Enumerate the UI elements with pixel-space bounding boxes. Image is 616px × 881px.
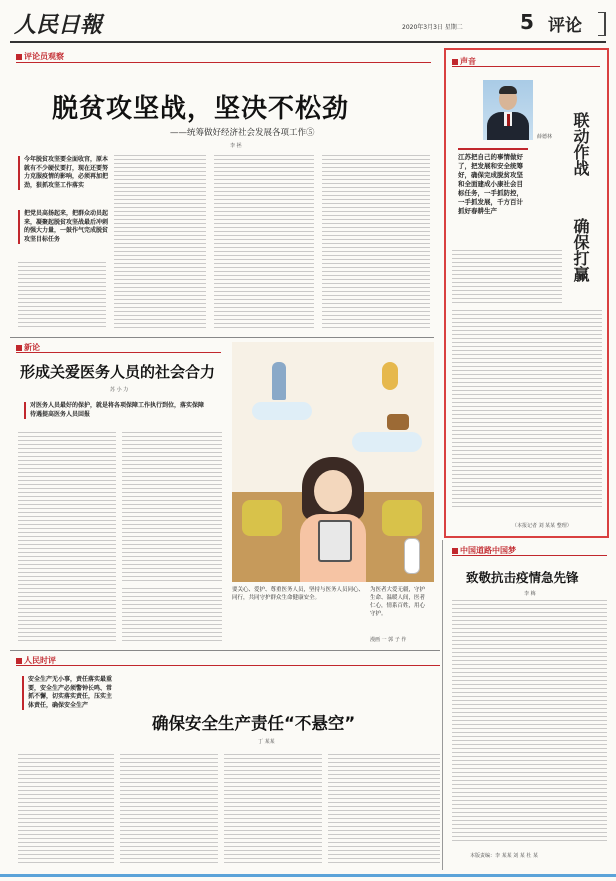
tag-people-commentary: 人民时评 <box>16 655 56 666</box>
author-portrait <box>483 80 533 140</box>
tag-new-theory: 新论 <box>16 342 40 353</box>
lower-right-body <box>452 600 607 844</box>
top-pullquote-2: 把党员高扬起来，把群众动员起来，凝聚起脱贫攻坚战最后冲刺的强大力量，一鼓作气完成脱贫攻坚目标任务 <box>18 210 112 244</box>
top-body-col-1 <box>18 262 106 330</box>
illustration-caption: 要关心、爱护、尊重医务人员，坚持与医务人员同心、同行，共同守护群众生命健康安全。 <box>232 587 365 601</box>
illustration-poem: 为医者大爱无疆，守护生命、温暖人间，医者仁心，情系百姓，用心守护。 <box>370 587 426 617</box>
cloud-left <box>252 402 312 420</box>
tag-underline <box>16 62 431 63</box>
tag-square-icon <box>452 548 458 554</box>
masthead-rule <box>10 41 606 43</box>
bottom-body-col-1 <box>18 754 114 864</box>
newspaper-logo: 人民日報 <box>14 12 103 38</box>
middle-headline: 形成关爱医务人员的社会合力 <box>20 363 216 381</box>
top-body-col-4 <box>322 155 430 330</box>
bottom-byline: 丁 某某 <box>258 739 275 745</box>
section-name: 评论 <box>548 16 582 36</box>
bottom-body-col-4 <box>328 754 440 864</box>
bottom-body-col-3 <box>224 754 322 864</box>
vase-icon <box>382 362 398 390</box>
section-bracket-icon <box>598 12 606 36</box>
cloud-right <box>352 432 422 452</box>
top-body-col-2 <box>114 155 206 330</box>
bottom-headline: 确保安全生产责任“不悬空” <box>152 714 356 733</box>
lower-right-tag-underline <box>452 555 607 556</box>
cushion-right <box>382 500 422 536</box>
middle-body-col-2 <box>122 432 222 582</box>
tag-square-icon <box>16 658 22 664</box>
sidebar-tag-underline <box>452 66 600 67</box>
bottom-tag-underline <box>16 665 440 666</box>
sidebar-footer: （本报记者 刘 某某 整理） <box>512 523 572 529</box>
woman-face <box>314 470 352 512</box>
doctor-figure <box>272 362 286 400</box>
top-subheadline: ——统筹做好经济社会发展各项工作⑤ <box>170 128 315 138</box>
divider-bottom <box>10 650 440 651</box>
sidebar-title-line-2: 确保打赢 <box>571 218 590 282</box>
masthead <box>0 0 616 44</box>
illustrator-credit: 漫画 一 郭 子 作 <box>370 637 407 643</box>
tag-commentary: 评论员观察 <box>16 51 64 62</box>
column-divider <box>442 540 443 870</box>
middle-body-col-1 <box>18 432 116 642</box>
tag-square-icon <box>16 345 22 351</box>
top-byline: 李 拯 <box>230 143 242 149</box>
middle-byline: 苏 小 力 <box>110 387 129 393</box>
lower-right-footer: 本版责编：李 某某 刘 某 杜 某 <box>470 853 538 859</box>
cushion-left <box>242 500 282 536</box>
pot-icon <box>387 414 409 430</box>
lower-right-headline: 致敬抗击疫情急先锋 <box>466 570 579 585</box>
issue-date: 2020年3月3日 星期二 <box>402 24 463 31</box>
divider-middle <box>10 337 434 338</box>
middle-pullquote: 对医务人员最好的保护，就是将各项保障工作执行到位，落实保障待遇提高医务人员回报 <box>24 402 206 419</box>
portrait-hair <box>499 86 517 94</box>
lower-right-byline: 李 梅 <box>524 591 536 597</box>
tablet-device <box>318 520 352 562</box>
bottom-body-col-2 <box>120 754 218 864</box>
sidebar-title-line-1: 联动作战 <box>571 112 590 176</box>
page-bottom-rule <box>0 874 616 877</box>
sidebar-body-upper <box>452 250 562 305</box>
bottom-pullquote: 安全生产无小事，责任落实最重要，安全生产必须警钟长鸣、常抓不懈，切实落实责任，压实主体责任，确保安全生产 <box>22 676 112 710</box>
sidebar-body-lower <box>452 310 602 510</box>
author-name: 薛德林 <box>537 134 553 140</box>
flower-vase-icon <box>404 538 420 574</box>
top-body-col-3 <box>214 155 314 330</box>
sidebar-pullquote: 江苏把自己的事情做好了，把发展和安全统筹好，确保完成脱贫攻坚和全面建成小康社会目标任务，一手抓防控，一手抓发展，千方百计抓好春耕生产 <box>458 148 528 216</box>
tag-china-road: 中国道路中国梦 <box>452 545 516 556</box>
page-number: 5 <box>520 10 534 34</box>
tag-voice: 声音 <box>452 56 476 67</box>
portrait-tie <box>507 114 510 126</box>
middle-tag-underline <box>16 352 221 353</box>
tag-square-icon <box>16 54 22 60</box>
middle-body-col-3 <box>122 588 222 642</box>
top-pullquote-1: 今年脱贫攻坚要全面收官，原本就有不少硬仗要打，现在还要努力克服疫情的影响，必须再加把劲，狠抓攻坚工作落实 <box>18 156 112 190</box>
tag-square-icon <box>452 59 458 65</box>
top-headline: 脱贫攻坚战，坚决不松劲 <box>52 94 350 124</box>
doctor-illustration <box>232 342 434 582</box>
